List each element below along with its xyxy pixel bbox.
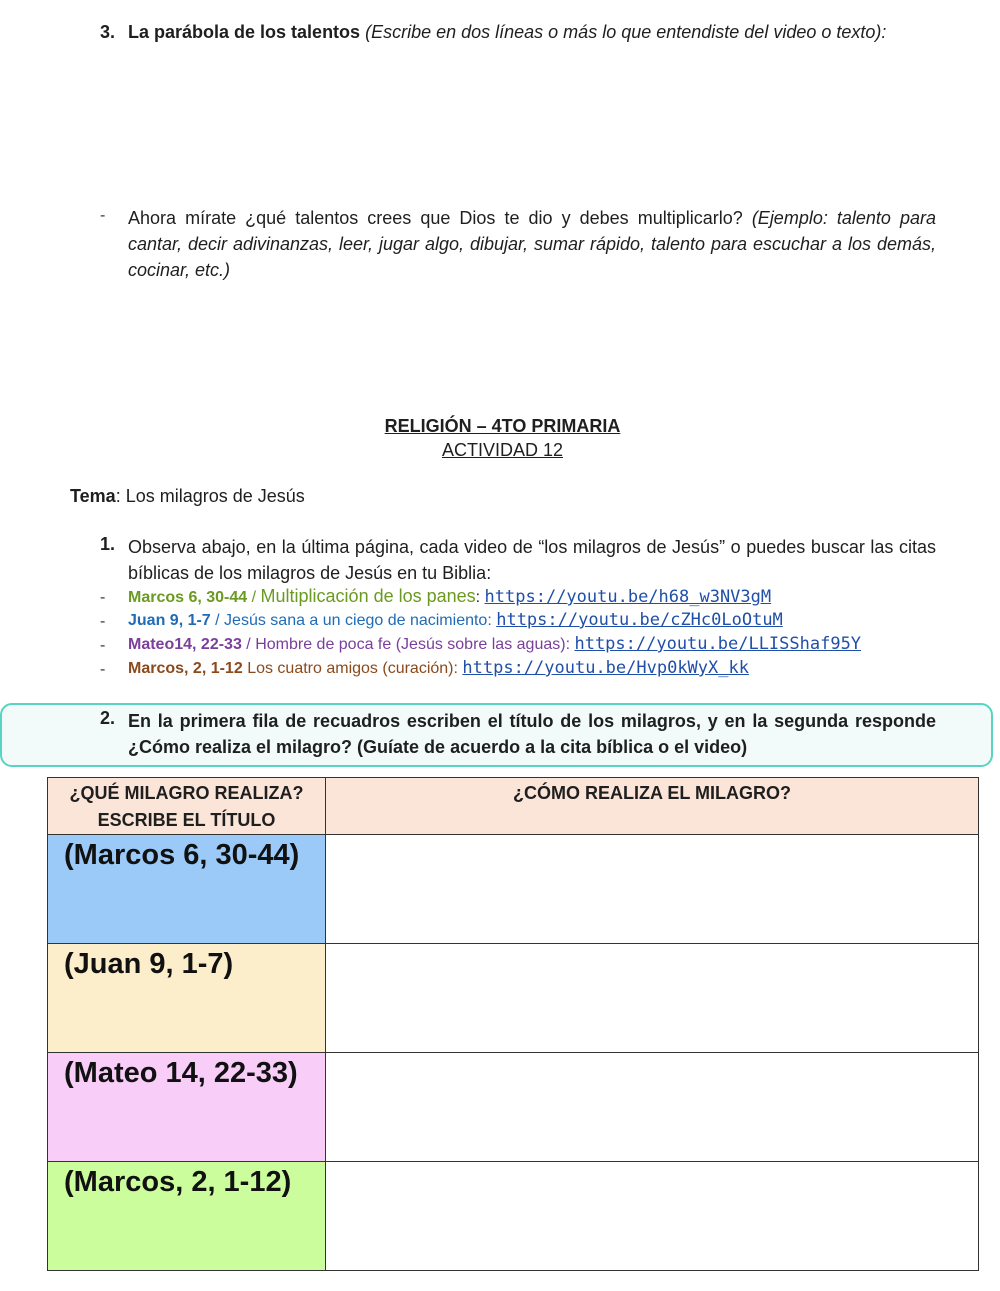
citation-bullet: -	[100, 637, 106, 654]
citation-bullet: -	[100, 661, 106, 678]
miracle-title-cell	[48, 1162, 326, 1271]
miracle-title-cell	[48, 944, 326, 1053]
miracles-table	[47, 777, 979, 1271]
talents-prompt	[128, 205, 936, 283]
miracle-answer-cell[interactable]	[326, 944, 979, 1053]
citation-colon: :	[487, 612, 497, 629]
table-row	[48, 1162, 979, 1271]
citation-ref: Marcos, 2, 1-12	[128, 660, 243, 677]
table-row	[48, 835, 979, 944]
table-header-how: ¿CÓMO REALIZA EL MILAGRO?	[326, 778, 979, 835]
worksheet-title: RELIGIÓN – 4TO PRIMARIA	[384, 416, 621, 436]
miracle-answer-cell[interactable]	[326, 1053, 979, 1162]
talents-bullet: -	[100, 207, 106, 224]
talents-prompt-text: Ahora mírate ¿qué talentos crees que Dios te dio y debes multiplicarlo?	[128, 208, 743, 228]
miracle-answer-cell[interactable]	[326, 1162, 979, 1271]
citation-link[interactable]: https://youtu.be/cZHc0LoOtuM	[496, 610, 783, 630]
citation-colon: :	[475, 589, 485, 606]
miracle-title-cell	[48, 1053, 326, 1162]
miracle-answer-cell[interactable]	[326, 835, 979, 944]
table-header-what: ¿QUÉ MILAGRO REALIZA? ESCRIBE EL TÍTULO	[48, 778, 326, 835]
table-row	[48, 1053, 979, 1162]
citation-link[interactable]: https://youtu.be/LLISShaf95Y	[574, 634, 862, 654]
citation-description: Hombre de poca fe (Jesús sobre las aguas)	[255, 636, 566, 653]
table-row	[48, 944, 979, 1053]
citation-marcos-2	[128, 658, 749, 678]
citation-link[interactable]: https://youtu.be/Hvp0kWyX_kk	[462, 658, 749, 678]
worksheet-subtitle: ACTIVIDAD 12	[441, 440, 564, 460]
citation-colon: :	[565, 636, 575, 653]
question-2-number: 2.	[100, 708, 116, 728]
citation-juan-9	[128, 610, 783, 630]
citation-description: Los cuatro amigos (curación)	[247, 660, 454, 677]
question-3-title: La parábola de los talentos	[128, 22, 361, 42]
citation-description: Jesús sana a un ciego de nacimiento	[224, 612, 488, 629]
table-header-row	[48, 778, 979, 835]
miracle-title-cell	[48, 835, 326, 944]
tema-label: Tema	[70, 486, 116, 506]
question-3-number: 3.	[100, 22, 116, 42]
tema-line	[70, 486, 305, 507]
miracle-title: (Marcos 6, 30-44)	[64, 839, 300, 871]
citation-ref: Marcos 6, 30-44	[128, 589, 248, 606]
citation-description: Multiplicación de los panes	[260, 586, 476, 606]
citation-mateo-14	[128, 634, 861, 654]
citation-separator: /	[210, 612, 225, 629]
question-1-number: 1.	[100, 534, 116, 554]
citation-marcos-6	[128, 586, 771, 607]
tema-value: : Los milagros de Jesús	[115, 486, 305, 506]
question-3-instruction: (Escribe en dos líneas o más lo que entendiste del video o texto):	[365, 22, 887, 42]
miracle-title: (Mateo 14, 22-33)	[64, 1057, 298, 1089]
citation-bullet: -	[100, 589, 106, 606]
citation-separator: /	[247, 589, 261, 606]
citation-ref: Juan 9, 1-7	[128, 612, 211, 629]
question-2-text: En la primera fila de recuadros escriben el título de los milagros, y en la segunda responde ¿Cómo realiza el milagro? (Guíate de acuerdo a la cita bíblica o el video)	[128, 711, 936, 757]
miracle-title: (Marcos, 2, 1-12)	[64, 1166, 292, 1198]
citation-colon: :	[453, 660, 463, 677]
citation-ref: Mateo14, 22-33	[128, 636, 242, 653]
citation-separator: /	[241, 636, 256, 653]
citation-bullet: -	[100, 613, 106, 630]
talents-prompt-example: (Ejemplo: talento para cantar, decir adivinanzas, leer, jugar algo, dibujar, sumar rápido, talento para escuchar a los demás, cocinar, etc.)	[128, 208, 936, 280]
question-1-text: Observa abajo, en la última página, cada video de “los milagros de Jesús” o puedes buscar las citas bíblicas de los milagros de Jesús en tu Biblia:	[128, 537, 936, 583]
question-3	[100, 22, 886, 43]
citation-link[interactable]: https://youtu.be/h68_w3NV3gM	[484, 587, 772, 607]
miracle-title: (Juan 9, 1-7)	[64, 948, 234, 980]
